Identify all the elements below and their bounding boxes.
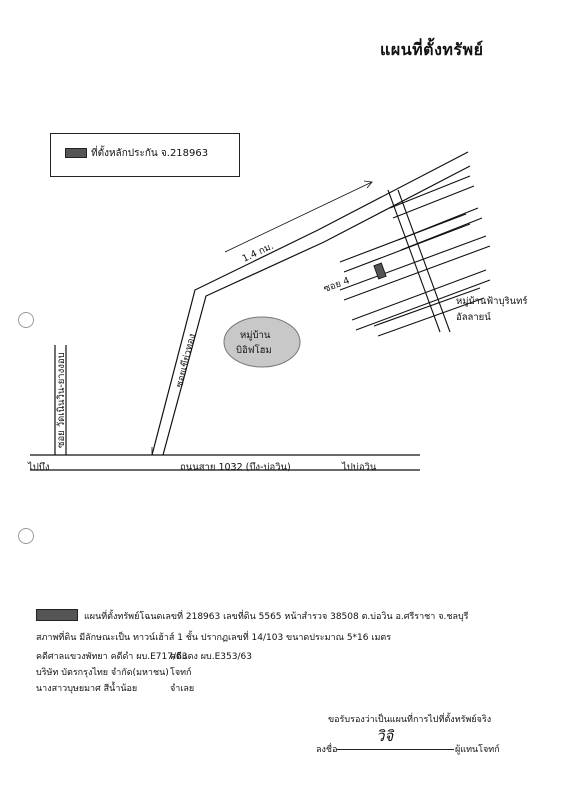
case-red: คดีแดง ผบ.E353/63 xyxy=(170,652,252,662)
signature-mark: วิจิ xyxy=(376,727,394,745)
legend-label: ที่ตั้งหลักประกัน จ.218963 xyxy=(91,148,209,159)
access-road-edge xyxy=(163,166,470,455)
village-right-label-2: อัลลายน์ xyxy=(456,312,491,323)
side-road-label: ซอย วัดเนินวิน-ยางงอบ xyxy=(56,352,67,448)
to-left-label: ไปบึง xyxy=(28,462,50,473)
main-road-label: ถนนสาย 1032 (บึง-บ่อวิน) xyxy=(180,462,291,473)
certify-text: ขอรับรองว่าเป็นแผนที่การไปที่ตั้งทรัพย์จริง xyxy=(328,715,492,725)
sign-prefix: ลงชื่อ xyxy=(316,745,338,755)
village-center-label-1: หมู่บ้าน xyxy=(240,330,271,341)
village-marker xyxy=(224,317,300,367)
signature-line xyxy=(336,749,454,750)
distance-arrowhead xyxy=(364,181,372,188)
to-right-label: ไปบ่อวิน xyxy=(342,462,377,473)
sign-suffix: ผู้แทนโจทก์ xyxy=(455,745,500,755)
access-road-label: ซอยเขีย่วทอง xyxy=(174,332,199,389)
village-right-label-1: หมู่บ้านฟ้าบุรินทร์ xyxy=(456,296,528,307)
village-center-label-2: บิอิฟโฮม xyxy=(236,345,272,356)
distance-arrow xyxy=(225,182,372,252)
info-line-1: แผนที่ตั้งทรัพย์โฉนดเลขที่ 218963 เลขที่ดิน 5565 หน้าสำรวจ 38508 ต.บ่อวิน อ.ศรีราชา จ.ชลบุรี xyxy=(84,612,469,622)
distance-label: 1.4 กม. xyxy=(240,240,276,265)
access-road-edge xyxy=(152,152,468,455)
soi-label: ซอย 4 xyxy=(322,275,352,295)
defendant-role: จำเลย xyxy=(170,684,195,694)
plaintiff-name: บริษัท บัตรกรุงไทย จำกัด(มหาชน) xyxy=(36,668,169,678)
collateral-swatch xyxy=(36,609,78,621)
case-black: คดีศาลแขวงพัทยา คดีดำ ผบ.E717/63 xyxy=(36,652,188,662)
defendant-name: นางสาวบุษยมาศ สีน้ำน้อย xyxy=(36,684,138,694)
plaintiff-role: โจทก์ xyxy=(170,668,192,678)
info-line-2: สภาพที่ดิน มีลักษณะเป็น ทาวน์เฮ้าส์ 1 ชั้น ปรากฏเลขที่ 14/103 ขนาดประมาณ 5*16 เมตร xyxy=(36,633,392,643)
page-title: แผนที่ตั้งทรัพย์ xyxy=(380,40,484,59)
